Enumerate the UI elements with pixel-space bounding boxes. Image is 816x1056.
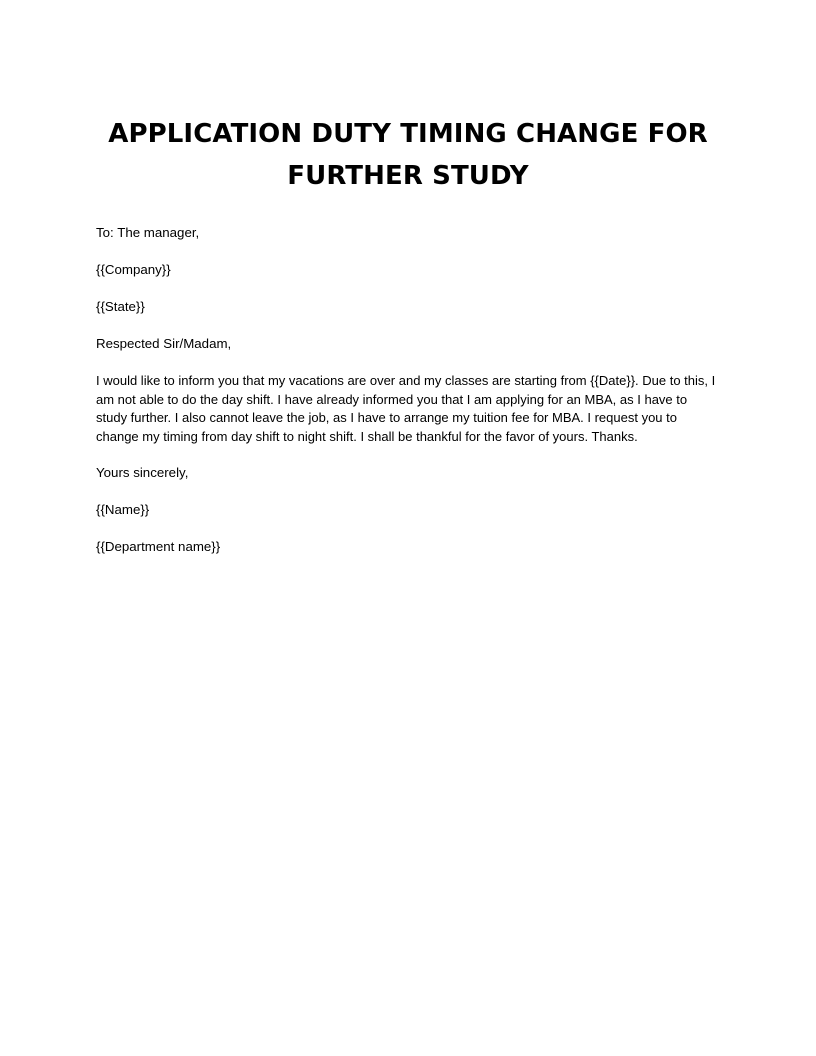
recipient-line: To: The manager, bbox=[96, 225, 200, 240]
closing-line: Yours sincerely, bbox=[96, 465, 189, 480]
department-placeholder: {{Department name}} bbox=[96, 539, 221, 554]
salutation: Respected Sir/Madam, bbox=[96, 336, 232, 351]
company-placeholder: {{Company}} bbox=[96, 262, 171, 277]
state-placeholder: {{State}} bbox=[96, 299, 145, 314]
letter-body: I would like to inform you that my vacations are over and my classes are starting from {{Date}}. Due to this, I am not able to do the day shift. I have already informed you that I am applying for an MBA, as I have to study further. I also cannot leave the job, as I have to arrange my tuition fee for MBA. I request you to change my timing from day shift to night shift. I shall be thankful for the favor of yours. Thanks. bbox=[96, 373, 716, 444]
name-placeholder: {{Name}} bbox=[96, 502, 150, 517]
document-title: APPLICATION DUTY TIMING CHANGE FOR FURTHER STUDY bbox=[108, 119, 708, 191]
